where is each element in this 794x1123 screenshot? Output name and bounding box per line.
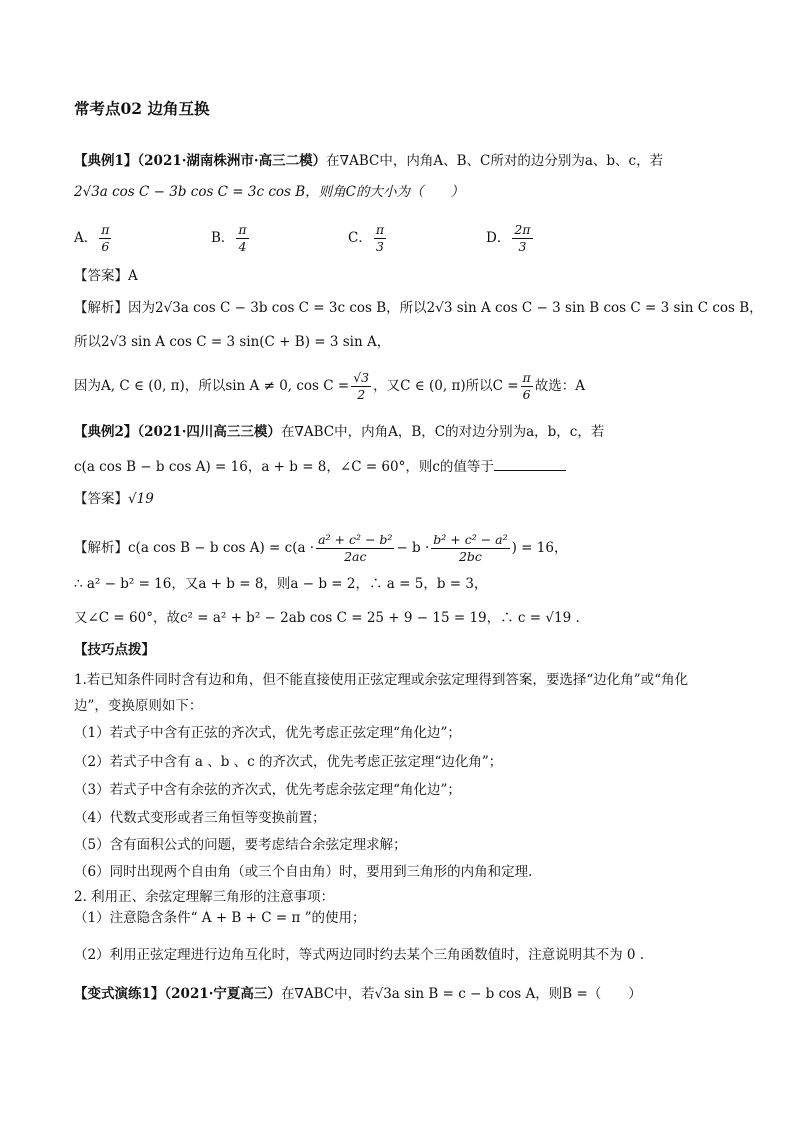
example2-solution-text-c: ) = 16， <box>511 540 568 556</box>
example1-question-line1 <box>74 151 734 171</box>
example1-solution-line1: 【解析】因为2√3a cos C − 3b cos C = 3c cos B，所以2√3 sin A cos C − 3 sin B cos C = 3 sin C cos B， <box>74 300 763 316</box>
cos-a-numerator: b² + c² − a² <box>433 532 508 547</box>
cos-b-numerator: a² + c² − b² <box>318 532 393 547</box>
option-d[interactable] <box>486 222 535 255</box>
tips-item: （4）代数式变形或者三角恒等变换前置； <box>74 810 326 826</box>
variant1-question-text: 在∇ABC中，若√3a sin B = c − b cos A，则B =（ ） <box>280 986 642 1002</box>
tips-paragraph2-header: 2. 利用正、余弦定理解三角形的注意事项： <box>74 889 335 905</box>
c-value-denominator: 6 <box>522 387 531 402</box>
example1-tag: 【典例1】 <box>74 153 138 169</box>
option-a[interactable] <box>74 222 113 255</box>
example1-solution-text-b: ，又C ∈ (0, π)所以C = <box>373 378 519 394</box>
option-c-label: C． <box>348 230 372 246</box>
tips-item: （5）含有面积公式的问题，要考虑结合余弦定理求解； <box>74 837 407 853</box>
variant1-source: （2021·宁夏高三） <box>164 986 281 1002</box>
example2-source: （2021·四川高三三模） <box>137 424 281 440</box>
option-d-denominator: 3 <box>518 239 527 254</box>
option-c-denominator: 3 <box>375 239 384 254</box>
example1-question-text: 在∇ABC中，内角A、B、C所对的边分别为a、b、c，若 <box>326 153 664 169</box>
option-b-label: B． <box>211 230 235 246</box>
example1-solution-conclusion: 故选：A <box>534 378 586 394</box>
example2-solution-line3: 又∠C = 60°，故c² = a² + b² − 2ab cos C = 25 + 9 − 15 = 19，∴ c = √19 . <box>74 610 580 626</box>
example2-answer-label: 【答案】 <box>74 491 128 507</box>
option-b-value <box>236 222 248 255</box>
example2-solution-line1 <box>74 532 734 565</box>
cos-b-fraction <box>316 532 394 565</box>
tips-paragraph2-item2: （2）利用正弦定理进行边角互化时，等式两边同时约去某个三角函数值时，注意说明其不为 0 . <box>74 947 645 963</box>
tips-item: （1）若式子中含有正弦的齐次式，优先考虑正弦定理“角化边”； <box>74 725 461 741</box>
variant1-question <box>74 984 734 1004</box>
option-c[interactable] <box>348 222 388 255</box>
cos-a-fraction <box>431 532 509 565</box>
example2-solution-text-a: 【解析】c(a cos B − b cos A) = c(a · <box>74 540 315 556</box>
option-c-numerator: π <box>375 222 385 237</box>
example1-question-line2: 2√3a cos C − 3b cos C = 3c cos B，则角C的大小为（ ） <box>74 184 465 200</box>
option-b-denominator: 4 <box>238 239 247 254</box>
cos-b-denominator: 2ac <box>344 549 367 564</box>
option-a-numerator: π <box>101 222 110 237</box>
cos-c-numerator: √3 <box>353 370 370 385</box>
option-d-label: D． <box>486 230 511 246</box>
option-a-value <box>99 222 111 255</box>
c-value-numerator: π <box>522 370 531 385</box>
c-value-fraction <box>521 370 533 403</box>
example2-question-line2 <box>74 456 734 477</box>
example2-tag: 【典例2】 <box>74 424 138 440</box>
tips-item: （2）若式子中含有 a 、b 、c 的齐次式，优先考虑正弦定理“边化角”； <box>74 754 503 770</box>
option-a-label: A． <box>74 230 98 246</box>
example2-solution-line2: ∴ a² − b² = 16，又a + b = 8，则a − b = 2，∴ a = 5，b = 3， <box>74 576 488 592</box>
example1-solution-line3 <box>74 370 734 403</box>
example2-answer <box>74 489 734 509</box>
tips-item: （6）同时出现两个自由角（或三个自由角）时，要用到三角形的内角和定理. <box>74 864 533 880</box>
example1-solution-line2: 所以2√3 sin A cos C = 3 sin(C + B) = 3 sin A， <box>74 334 391 350</box>
example2-solution-text-b: − b · <box>396 540 430 556</box>
cos-c-fraction <box>351 370 371 403</box>
page-title: 常考点02 边角互换 <box>74 99 210 118</box>
tips-paragraph1-line1: 1.若已知条件同时含有边和角，但不能直接使用正弦定理或余弦定理得到答案，要选择“边化角”或“角化 <box>74 672 689 688</box>
example2-question-formula: c(a cos B − b cos A) = 16，a + b = 8，∠C = 60°，则c的值等于 <box>74 459 494 475</box>
cos-c-denominator: 2 <box>357 387 366 402</box>
example2-question-text: 在∇ABC中，内角A，B，C的对边分别为a，b，c，若 <box>280 424 605 440</box>
option-d-numerator: 2π <box>514 222 531 237</box>
option-c-value <box>374 222 386 255</box>
option-a-denominator: 6 <box>101 239 110 254</box>
answer-blank[interactable] <box>494 456 566 471</box>
tips-item: （3）若式子中含有余弦的齐次式，优先考虑余弦定理“角化边”； <box>74 782 461 798</box>
variant1-tag: 【变式演练1】 <box>74 986 165 1002</box>
example1-answer: 【答案】A <box>74 268 138 284</box>
example1-source: （2021·湖南株洲市·高三二模） <box>137 153 327 169</box>
option-b[interactable] <box>211 222 251 255</box>
example1-solution-text-a: 因为A, C ∈ (0, π)，所以sin A ≠ 0, cos C = <box>74 378 350 394</box>
option-d-value <box>512 222 532 255</box>
tips-paragraph2-item1: （1）注意隐含条件“ A + B + C = π ”的使用； <box>74 910 366 926</box>
cos-a-denominator: 2bc <box>458 549 482 564</box>
option-b-numerator: π <box>238 222 247 237</box>
example2-answer-value: √19 <box>128 491 154 507</box>
tips-paragraph1-line2: 边”，变换原则如下： <box>74 698 203 714</box>
tips-header: 【技巧点拨】 <box>74 642 155 658</box>
example2-question-line1 <box>74 422 734 442</box>
